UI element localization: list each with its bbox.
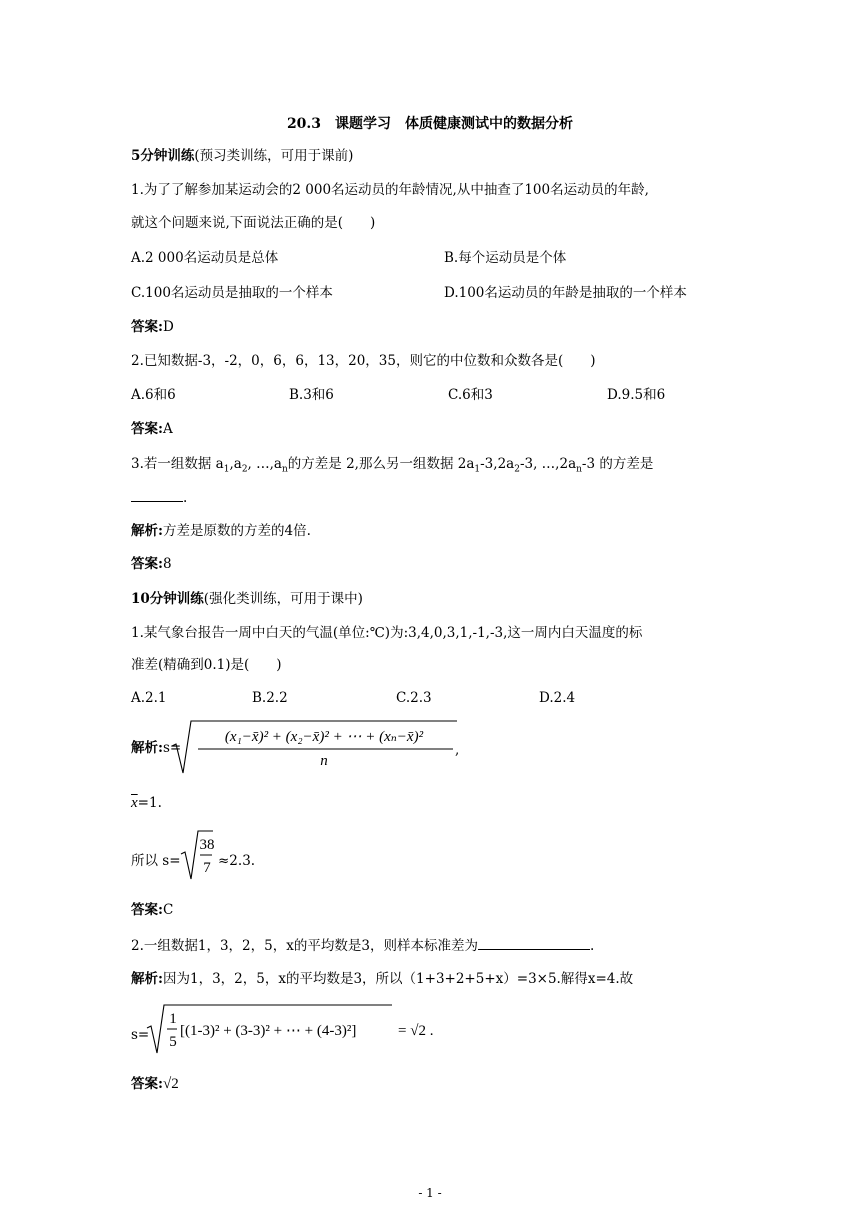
option-c: C.100名运动员是抽取的一个样本 bbox=[131, 285, 333, 301]
formula-result: = √2 . bbox=[398, 1023, 434, 1039]
answer-value: A bbox=[162, 421, 173, 437]
answer-1-1 bbox=[131, 318, 174, 336]
so-prefix: 所以 s= bbox=[131, 853, 181, 869]
question-1-3-line2 bbox=[131, 488, 187, 507]
subscript: 1 bbox=[474, 464, 481, 475]
question-1-2-line1: 2.已知数据-3，-2，0，6，6，13，20，35，则它的中位数和众数各是( ) bbox=[131, 353, 596, 369]
q-text: 的方差是 2,那么另一组数据 2a bbox=[287, 456, 475, 472]
q-text: -3,2a bbox=[480, 456, 515, 472]
option-a: A.2.1 bbox=[131, 690, 167, 706]
answer-value: C bbox=[162, 902, 174, 918]
answer-blank bbox=[131, 488, 183, 502]
q-text: -3 的方差是 bbox=[581, 456, 654, 472]
question-1-3-line1 bbox=[131, 455, 653, 479]
s-equals: s= bbox=[131, 1027, 150, 1043]
q-text: . bbox=[183, 490, 188, 506]
answer-value: √2 bbox=[162, 1076, 179, 1092]
section-heading-5min bbox=[131, 147, 353, 165]
analysis-1-3 bbox=[131, 522, 311, 540]
answer-label: 答案: bbox=[131, 556, 163, 572]
answer-1-3 bbox=[131, 555, 172, 573]
question-2-1-line1: 1.某气象台报告一周中白天的气温(单位:℃)为:3,4,0,3,1,-1,-3,这一周内白天温度的标 bbox=[131, 625, 643, 641]
option-d: D.100名运动员的年龄是抽取的一个样本 bbox=[444, 285, 687, 301]
subscript: 2 bbox=[241, 464, 248, 475]
analysis-2-2 bbox=[131, 970, 633, 988]
section-heading-note: (预习类训练，可用于课前) bbox=[194, 148, 354, 164]
answer-blank bbox=[478, 936, 590, 950]
option-a: A.2 000名运动员是总体 bbox=[131, 250, 279, 266]
question-2-2-line1 bbox=[131, 936, 594, 955]
section-heading-label: 10分钟训练 bbox=[131, 591, 204, 607]
answer-value: 8 bbox=[162, 556, 172, 572]
formula-inner: [(1-3)² + (3-3)² + ⋯ + (4-3)²] bbox=[180, 1023, 357, 1039]
q-text: ,a bbox=[229, 456, 242, 472]
analysis-label: 解析: bbox=[131, 523, 163, 539]
answer-label: 答案: bbox=[131, 319, 163, 335]
answer-1-2 bbox=[131, 420, 173, 438]
analysis-text: 方差是原数的方差的4倍. bbox=[162, 523, 311, 539]
option-d: D.9.5和6 bbox=[607, 387, 666, 403]
page-title: 20.3 课题学习 体质健康测试中的数据分析 bbox=[286, 116, 574, 132]
section-heading-10min bbox=[131, 590, 363, 608]
s-equals: s= bbox=[162, 740, 182, 756]
q-text: -3, …,2a bbox=[519, 456, 577, 472]
q-text: . bbox=[589, 938, 595, 954]
frac-numerator: 1 bbox=[169, 1011, 177, 1027]
analysis-label: 解析: bbox=[131, 740, 163, 756]
so-numerator: 38 bbox=[199, 837, 215, 853]
option-c: C.2.3 bbox=[396, 690, 432, 706]
section-heading-note: (强化类训练，可用于课中) bbox=[203, 591, 363, 607]
answer-value: D bbox=[162, 319, 174, 335]
question-2-1-line2: 准差(精确到0.1)是( ) bbox=[131, 657, 282, 673]
question-1-1-line2: 就这个问题来说,下面说法正确的是( ) bbox=[131, 215, 376, 231]
q-text: 3.若一组数据 a bbox=[131, 456, 224, 472]
subscript: 2 bbox=[514, 464, 520, 475]
option-b: B.3和6 bbox=[289, 387, 334, 403]
formula-comma: , bbox=[455, 742, 460, 758]
option-d: D.2.4 bbox=[539, 690, 576, 706]
so-denominator: 7 bbox=[203, 860, 211, 876]
q-text: 2.一组数据1，3，2，5，x的平均数是3，则样本标准差为 bbox=[131, 938, 478, 954]
option-c: C.6和3 bbox=[448, 387, 493, 403]
formula-denominator: n bbox=[320, 753, 328, 769]
option-b: B.2.2 bbox=[252, 690, 288, 706]
page-number: - 1 - bbox=[418, 1186, 442, 1200]
subscript: n bbox=[576, 464, 582, 475]
frac-denominator: 5 bbox=[169, 1034, 177, 1050]
so-result: ≈2.3. bbox=[218, 853, 256, 869]
answer-2-2 bbox=[131, 1075, 179, 1093]
subscript: n bbox=[281, 464, 288, 475]
option-a: A.6和6 bbox=[131, 387, 176, 403]
xbar-symbol: $\overline{x}$ bbox=[131, 795, 138, 811]
question-1-1-line1: 1.为了了解参加某运动会的2 000名运动员的年龄情况,从中抽查了100名运动员的年龄, bbox=[131, 182, 649, 198]
section-heading-label: 5分钟训练 bbox=[131, 148, 195, 164]
subscript: 1 bbox=[223, 464, 230, 475]
answer-label: 答案: bbox=[131, 421, 163, 437]
analysis-text: 因为1，3，2，5，x的平均数是3，所以（1+3+2+5+x）=3×5.解得x=4.故 bbox=[162, 971, 634, 987]
answer-label: 答案: bbox=[131, 1076, 163, 1092]
option-b: B.每个运动员是个体 bbox=[444, 250, 567, 266]
xbar-value: =1. bbox=[137, 795, 162, 811]
answer-label: 答案: bbox=[131, 902, 163, 918]
q-text: , …,a bbox=[247, 456, 282, 472]
analysis-label: 解析: bbox=[131, 971, 163, 987]
xbar-line bbox=[131, 794, 162, 812]
answer-2-1 bbox=[131, 901, 173, 919]
formula-numerator: (x₁−x̄)² + (x₂−x̄)² + ⋯ + (xₙ−x̄)² bbox=[224, 729, 424, 745]
